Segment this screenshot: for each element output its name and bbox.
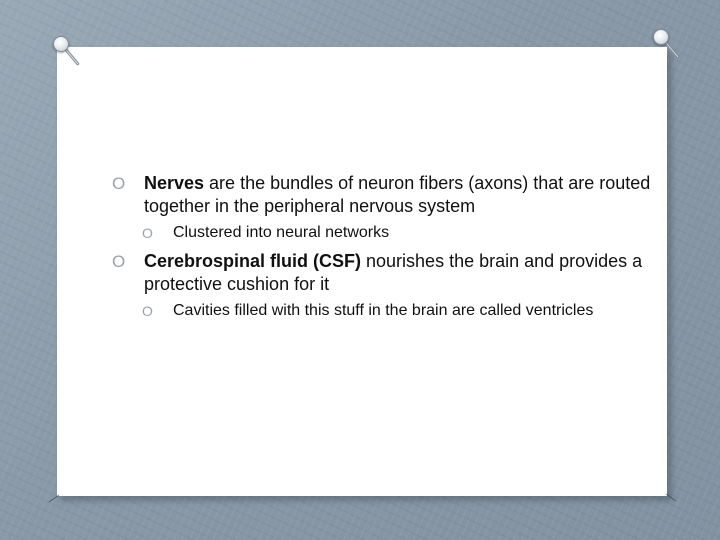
pushpin-right-icon (653, 29, 669, 45)
bullet-text (144, 250, 652, 296)
bullet-marker: O (112, 252, 126, 271)
definition-nerves: are the bundles of neuron fibers (axons) that are routed together in the peripheral nervous system (144, 173, 651, 216)
bullet-csf (112, 250, 652, 296)
bullet-text (144, 172, 652, 218)
sub-bullet-networks (142, 222, 652, 244)
slide-content (112, 172, 652, 328)
corner-scratch (49, 495, 59, 503)
pushpin-left-icon (53, 36, 69, 52)
term-nerves: Nerves (144, 173, 205, 193)
sub-bullet-text: Cavities filled with this stuff in the brain are called ventricles (173, 302, 594, 319)
sub-bullet-marker: O (142, 225, 153, 241)
bullet-marker: O (112, 174, 126, 193)
sub-bullet-marker: O (142, 303, 153, 319)
definition-csf: nourishes the brain and provides a protective cushion for it (144, 251, 643, 294)
sub-bullet-ventricles (142, 300, 652, 322)
term-csf: Cerebrospinal fluid (CSF) (144, 251, 362, 271)
sub-bullet-text: Clustered into neural networks (173, 224, 390, 241)
bullet-nerves (112, 172, 652, 218)
